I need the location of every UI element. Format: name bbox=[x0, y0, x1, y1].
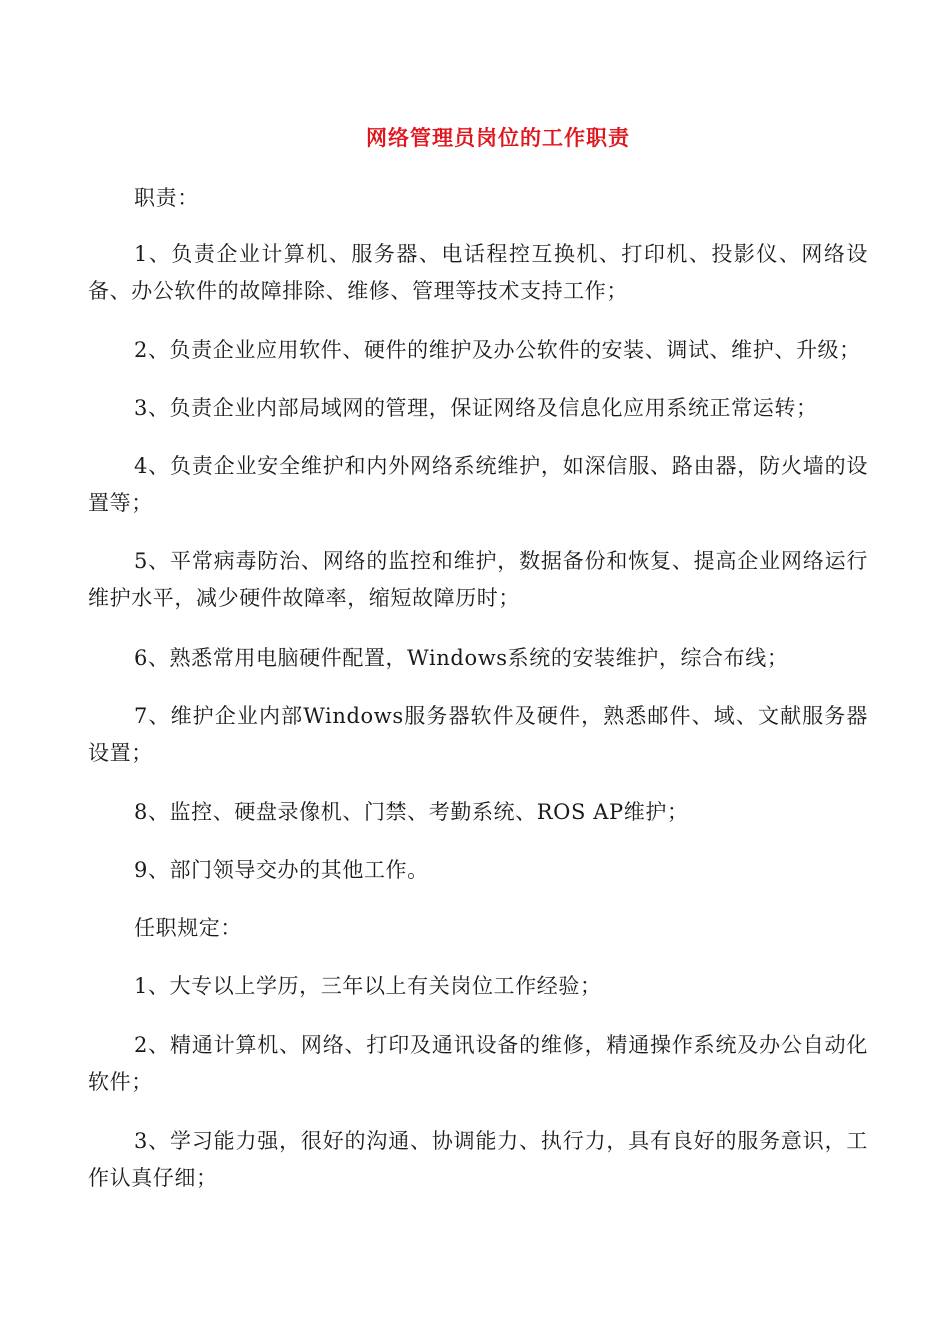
duty-item-6: 6、熟悉常用电脑硬件配置，Windows系统的安装维护，综合布线； bbox=[134, 646, 789, 670]
duty-item-3: 3、负责企业内部局域网的管理，保证网络及信息化应用系统正常运转； bbox=[134, 396, 818, 420]
requirement-item-3: 3、学习能力强，很好的沟通、协调能力、执行力，具有良好的服务意识，工作认真仔细； bbox=[88, 1129, 868, 1190]
requirement-item-1: 1、大专以上学历，三年以上有关岗位工作经验； bbox=[134, 974, 602, 998]
requirement-item-2: 2、精通计算机、网络、打印及通讯设备的维修，精通操作系统及办公自动化软件； bbox=[88, 1033, 868, 1094]
duty-item-4: 4、负责企业安全维护和内外网络系统维护，如深信服、路由器，防火墙的设置等； bbox=[88, 454, 868, 515]
duty-item-5: 5、平常病毒防治、网络的监控和维护，数据备份和恢复、提高企业网络运行维护水平，减少硬件故障率，缩短故障历时； bbox=[88, 549, 868, 610]
duty-item-7: 7、维护企业内部Windows服务器软件及硬件，熟悉邮件、域、文献服务器设置； bbox=[88, 704, 868, 765]
requirements-heading: 任职规定： bbox=[134, 916, 242, 940]
duty-item-2: 2、负责企业应用软件、硬件的维护及办公软件的安装、调试、维护、升级； bbox=[134, 338, 861, 362]
duty-item-8: 8、监控、硬盘录像机、门禁、考勤系统、ROS AP维护； bbox=[134, 800, 689, 824]
duty-item-1: 1、负责企业计算机、服务器、电话程控互换机、打印机、投影仪、网络设备、办公软件的故障排除、维修、管理等技术支持工作； bbox=[88, 242, 868, 303]
duties-heading: 职责： bbox=[134, 186, 199, 210]
duty-item-9: 9、部门领导交办的其他工作。 bbox=[134, 858, 429, 882]
document-title: 网络管理员岗位的工作职责 bbox=[366, 125, 630, 150]
